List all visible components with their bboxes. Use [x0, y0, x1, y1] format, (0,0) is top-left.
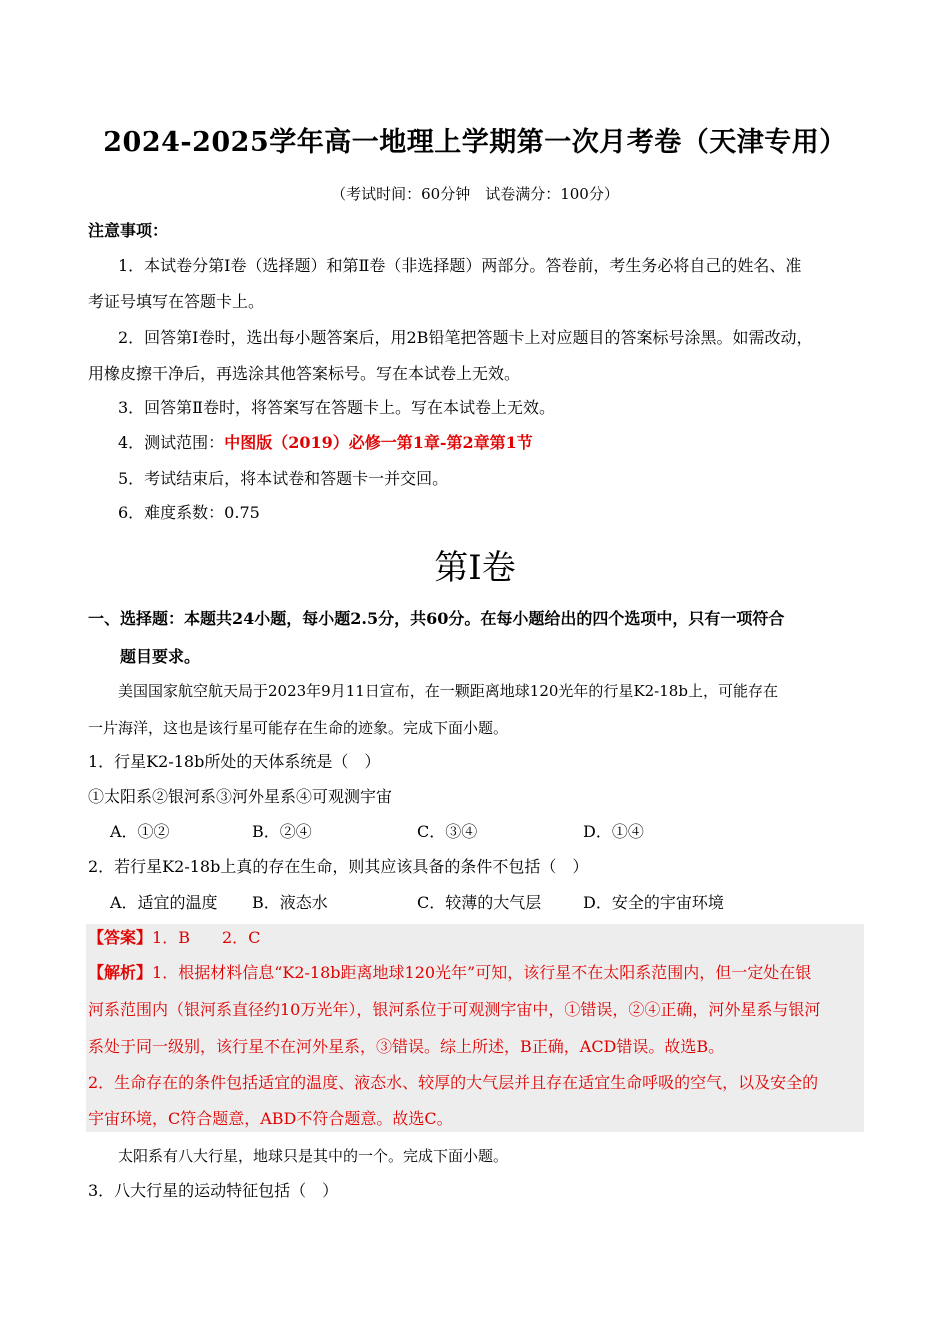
notice-item-2a: 2．回答第Ⅰ卷时，选出每小题答案后，用2B铅笔把答题卡上对应题目的答案标号涂黑。如需改动， — [118, 328, 813, 347]
analysis-line-4: 2．生命存在的条件包括适宜的温度、液态水、较厚的大气层并且存在适宜生命呼吸的空气，以及安全的 — [88, 1073, 819, 1092]
q1-option-c: C．③④ — [417, 822, 478, 841]
q2-option-b: B．液态水 — [252, 893, 328, 912]
test-range: 中图版（2019）必修一第1章-第2章第1节 — [224, 433, 533, 452]
answer-text: 1．B 2．C — [152, 928, 261, 947]
notice-item-6: 6．难度系数：0.75 — [118, 503, 260, 522]
analysis-line-5: 宇宙环境，C符合题意，ABD不符合题意。故选C。 — [88, 1109, 453, 1128]
analysis-text-1: 1．根据材料信息“K2-18b距离地球120光年”可知，该行星不在太阳系范围内，但一定处在银 — [152, 963, 812, 982]
question-2: 2．若行星K2-18b上真的存在生命，则其应该具备的条件不包括（ ） — [88, 857, 589, 876]
answer-label: 【答案】 — [88, 928, 153, 947]
question-1-items: ①太阳系②银河系③河外星系④可观测宇宙 — [88, 787, 393, 806]
notice-item-4 — [118, 433, 533, 453]
answer-line — [88, 928, 260, 948]
notice-item-1a: 1．本试卷分第Ⅰ卷（选择题）和第Ⅱ卷（非选择题）两部分。答卷前，考生务必将自己的姓名、准 — [118, 256, 802, 275]
analysis-label: 【解析】 — [88, 963, 153, 982]
notice-item-1b: 考证号填写在答题卡上。 — [88, 292, 265, 311]
q2-option-a: A．适宜的温度 — [110, 893, 218, 912]
exam-subtitle: （考试时间：60分钟 试卷满分：100分） — [331, 185, 619, 203]
answer-box — [86, 924, 864, 1132]
material1-line1: 美国国家航空航天局于2023年9月11日宣布，在一颗距离地球120光年的行星K2-18b上，可能存在 — [118, 682, 778, 700]
analysis-line-2: 河系范围内（银河系直径约10万光年），银河系位于可观测宇宙中，①错误，②④正确，河外星系与银河 — [88, 1000, 821, 1019]
notice-item-2b: 用橡皮擦干净后，再选涂其他答案标号。写在本试卷上无效。 — [88, 364, 521, 383]
part1-heading-line2: 题目要求。 — [120, 647, 201, 666]
question-3: 3．八大行星的运动特征包括（ ） — [88, 1181, 339, 1200]
q1-option-b: B．②④ — [252, 822, 312, 841]
notice-heading: 注意事项： — [88, 221, 169, 240]
part1-heading-line1: 一、选择题：本题共24小题，每小题2.5分，共60分。在每小题给出的四个选项中，只有一项符合 — [88, 609, 785, 628]
exam-title: 2024-2025学年高一地理上学期第一次月考卷（天津专用） — [103, 127, 847, 158]
q2-option-c: C．较薄的大气层 — [417, 893, 542, 912]
q1-option-d: D．①④ — [583, 822, 644, 841]
question-1: 1．行星K2-18b所处的天体系统是（ ） — [88, 752, 381, 771]
q2-option-d: D．安全的宇宙环境 — [583, 893, 724, 912]
q1-option-a: A．①② — [110, 822, 170, 841]
section-title: 第Ⅰ卷 — [434, 548, 516, 588]
notice-item-3: 3．回答第Ⅱ卷时，将答案写在答题卡上。写在本试卷上无效。 — [118, 398, 556, 417]
analysis-line-1 — [88, 963, 811, 983]
notice-item-4-prefix: 4．测试范围： — [118, 433, 225, 452]
material2: 太阳系有八大行星，地球只是其中的一个。完成下面小题。 — [118, 1147, 509, 1165]
material1-line2: 一片海洋，这也是该行星可能存在生命的迹象。完成下面小题。 — [88, 719, 509, 737]
analysis-line-3: 系处于同一级别，该行星不在河外星系，③错误。综上所述，B正确，ACD错误。故选B。 — [88, 1037, 725, 1056]
notice-item-5: 5．考试结束后，将本试卷和答题卡一并交回。 — [118, 469, 449, 488]
